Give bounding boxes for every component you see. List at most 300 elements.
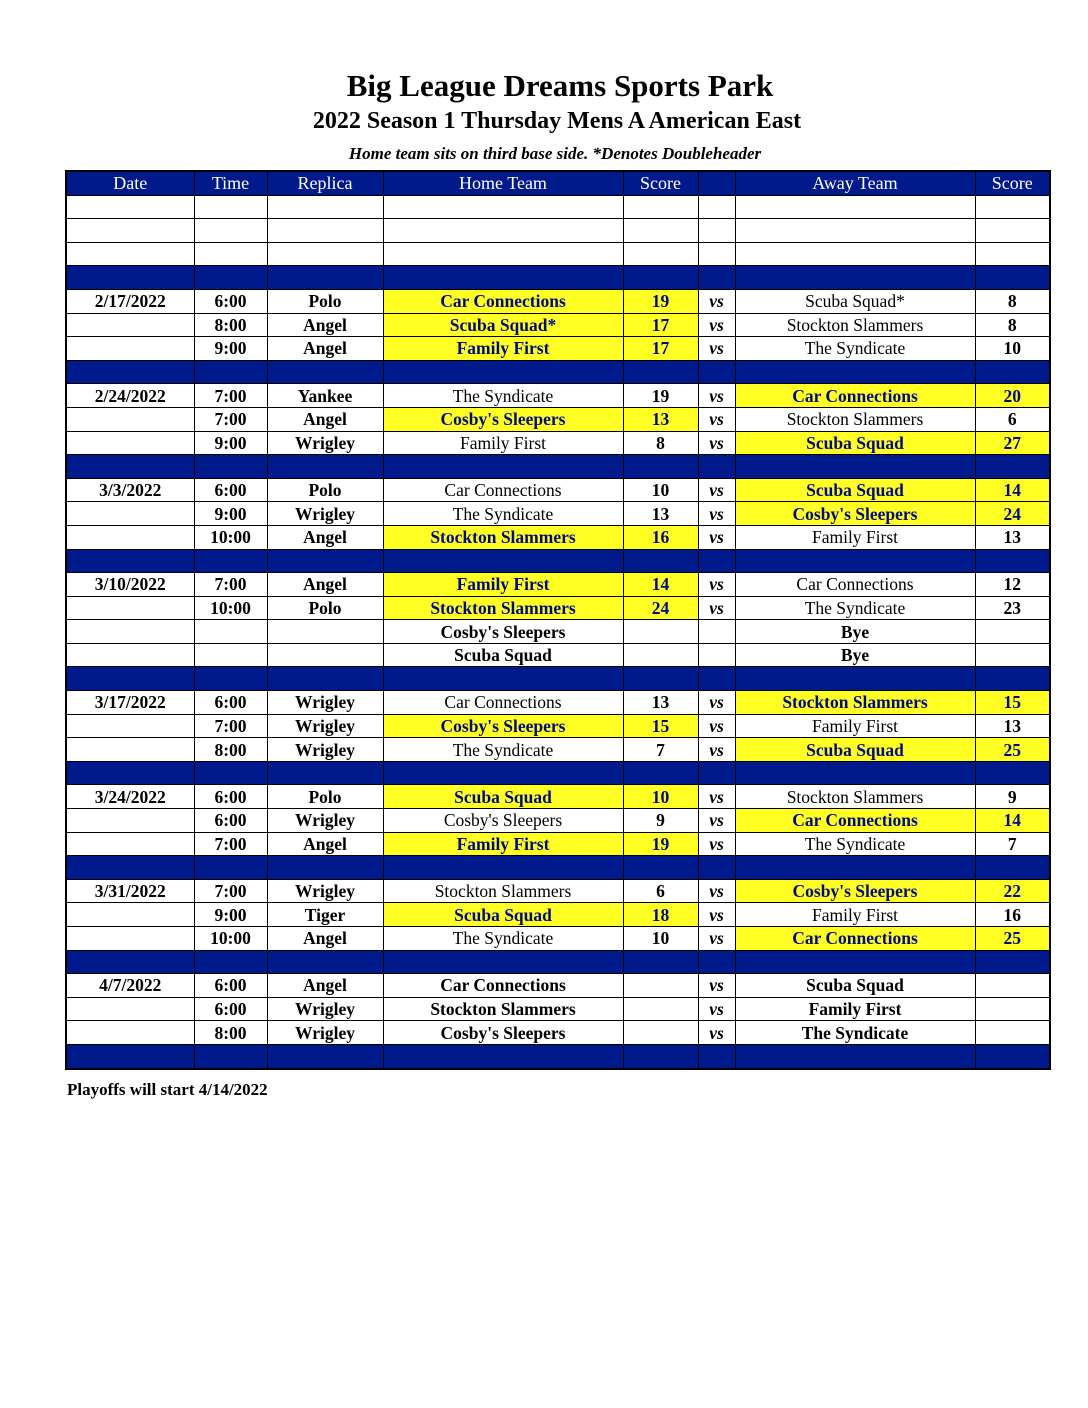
home-score-cell: 19 [623, 384, 698, 408]
replica-cell: Angel [267, 525, 383, 549]
game-row [66, 974, 1050, 998]
home-score-cell: 16 [623, 525, 698, 549]
home-team-cell [383, 667, 623, 691]
column-header-home-score: Score [623, 171, 698, 195]
away-score-cell: 24 [975, 502, 1050, 526]
date-cell [66, 856, 194, 880]
time-cell: 6:00 [194, 478, 267, 502]
column-header-away-team: Away Team [735, 171, 975, 195]
away-score-cell: 16 [975, 903, 1050, 927]
home-team-cell [383, 761, 623, 785]
date-cell [66, 219, 194, 243]
away-score-cell [975, 266, 1050, 290]
time-cell [194, 950, 267, 974]
away-score-cell [975, 950, 1050, 974]
home-team-cell [383, 266, 623, 290]
time-cell: 6:00 [194, 785, 267, 809]
game-row [66, 337, 1050, 361]
away-score-cell [975, 549, 1050, 573]
game-row [66, 738, 1050, 762]
time-cell [194, 1044, 267, 1068]
separator-row [66, 1044, 1050, 1068]
away-score-cell: 10 [975, 337, 1050, 361]
away-team-cell: Car Connections [735, 809, 975, 833]
replica-cell: Angel [267, 927, 383, 951]
away-score-cell: 15 [975, 691, 1050, 715]
date-cell [66, 360, 194, 384]
away-score-cell: 25 [975, 927, 1050, 951]
home-score-cell: 15 [623, 714, 698, 738]
date-cell: 2/24/2022 [66, 384, 194, 408]
replica-cell [267, 643, 383, 667]
time-cell [194, 643, 267, 667]
game-row [66, 927, 1050, 951]
vs-cell [698, 195, 735, 219]
replica-cell [267, 1044, 383, 1068]
home-team-cell: The Syndicate [383, 738, 623, 762]
home-score-cell: 7 [623, 738, 698, 762]
date-cell [66, 431, 194, 455]
away-team-cell: Family First [735, 997, 975, 1021]
vs-cell: vs [698, 313, 735, 337]
column-header-away-score: Score [975, 171, 1050, 195]
game-row [66, 478, 1050, 502]
game-row [66, 620, 1050, 644]
time-cell: 7:00 [194, 384, 267, 408]
replica-cell [267, 761, 383, 785]
date-cell: 3/31/2022 [66, 879, 194, 903]
vs-cell: vs [698, 337, 735, 361]
away-score-cell: 14 [975, 478, 1050, 502]
date-cell: 3/3/2022 [66, 478, 194, 502]
date-cell: 3/24/2022 [66, 785, 194, 809]
date-cell [66, 195, 194, 219]
game-row [66, 809, 1050, 833]
away-team-cell: Stockton Slammers [735, 785, 975, 809]
away-team-cell: Car Connections [735, 384, 975, 408]
vs-cell [698, 950, 735, 974]
time-cell: 10:00 [194, 525, 267, 549]
time-cell [194, 761, 267, 785]
date-cell [66, 266, 194, 290]
time-cell: 6:00 [194, 997, 267, 1021]
home-team-cell: Cosby's Sleepers [383, 1021, 623, 1045]
date-cell [66, 643, 194, 667]
away-team-cell: Scuba Squad* [735, 289, 975, 313]
replica-cell [267, 242, 383, 266]
date-cell [66, 620, 194, 644]
date-cell [66, 337, 194, 361]
away-score-cell [975, 667, 1050, 691]
vs-cell: vs [698, 525, 735, 549]
date-cell [66, 738, 194, 762]
time-cell: 10:00 [194, 596, 267, 620]
game-row [66, 691, 1050, 715]
home-team-cell: Stockton Slammers [383, 879, 623, 903]
home-score-cell [623, 620, 698, 644]
away-score-cell: 7 [975, 832, 1050, 856]
home-score-cell: 8 [623, 431, 698, 455]
home-team-cell [383, 950, 623, 974]
vs-cell: vs [698, 927, 735, 951]
time-cell: 6:00 [194, 809, 267, 833]
replica-cell: Wrigley [267, 431, 383, 455]
vs-cell: vs [698, 974, 735, 998]
away-team-cell: Bye [735, 620, 975, 644]
vs-cell [698, 1044, 735, 1068]
game-row [66, 643, 1050, 667]
home-team-cell [383, 195, 623, 219]
vs-cell [698, 856, 735, 880]
away-score-cell: 20 [975, 384, 1050, 408]
away-team-cell: Family First [735, 714, 975, 738]
vs-cell: vs [698, 903, 735, 927]
home-team-cell: Car Connections [383, 691, 623, 715]
away-score-cell: 13 [975, 714, 1050, 738]
replica-cell: Yankee [267, 384, 383, 408]
time-cell: 9:00 [194, 502, 267, 526]
game-row [66, 525, 1050, 549]
date-cell [66, 714, 194, 738]
replica-cell [267, 620, 383, 644]
away-score-cell: 12 [975, 573, 1050, 597]
away-team-cell: Family First [735, 903, 975, 927]
replica-cell: Wrigley [267, 879, 383, 903]
away-team-cell [735, 856, 975, 880]
separator-row [66, 549, 1050, 573]
home-team-cell: Car Connections [383, 478, 623, 502]
date-cell [66, 455, 194, 479]
replica-cell: Angel [267, 832, 383, 856]
time-cell: 6:00 [194, 691, 267, 715]
home-team-cell: Scuba Squad [383, 785, 623, 809]
replica-cell: Polo [267, 478, 383, 502]
date-cell [66, 407, 194, 431]
home-score-cell: 10 [623, 927, 698, 951]
home-team-cell [383, 219, 623, 243]
away-team-cell: Stockton Slammers [735, 407, 975, 431]
home-score-cell: 14 [623, 573, 698, 597]
away-team-cell: The Syndicate [735, 1021, 975, 1045]
away-team-cell: The Syndicate [735, 596, 975, 620]
home-team-cell: Scuba Squad* [383, 313, 623, 337]
home-score-cell: 19 [623, 289, 698, 313]
game-row [66, 431, 1050, 455]
home-team-cell: Scuba Squad [383, 643, 623, 667]
column-header-time: Time [194, 171, 267, 195]
away-score-cell [975, 856, 1050, 880]
away-score-cell [975, 643, 1050, 667]
home-team-cell: Cosby's Sleepers [383, 809, 623, 833]
home-score-cell: 17 [623, 313, 698, 337]
time-cell [194, 856, 267, 880]
home-score-cell [623, 242, 698, 266]
home-team-cell: Family First [383, 431, 623, 455]
date-cell [66, 1021, 194, 1045]
away-score-cell: 6 [975, 407, 1050, 431]
blank-row [66, 219, 1050, 243]
away-team-cell [735, 1044, 975, 1068]
away-team-cell [735, 455, 975, 479]
home-score-cell [623, 950, 698, 974]
home-score-cell: 10 [623, 478, 698, 502]
game-row [66, 879, 1050, 903]
game-row [66, 313, 1050, 337]
home-score-cell: 17 [623, 337, 698, 361]
time-cell [194, 667, 267, 691]
date-cell [66, 761, 194, 785]
away-team-cell [735, 667, 975, 691]
away-score-cell: 22 [975, 879, 1050, 903]
date-cell [66, 1044, 194, 1068]
away-score-cell: 23 [975, 596, 1050, 620]
home-score-cell [623, 455, 698, 479]
home-team-cell: Car Connections [383, 289, 623, 313]
away-team-cell: Bye [735, 643, 975, 667]
time-cell: 6:00 [194, 289, 267, 313]
away-score-cell [975, 360, 1050, 384]
vs-cell: vs [698, 573, 735, 597]
vs-cell: vs [698, 407, 735, 431]
home-team-cell: The Syndicate [383, 502, 623, 526]
home-team-cell: Stockton Slammers [383, 596, 623, 620]
home-team-cell: Stockton Slammers [383, 525, 623, 549]
replica-cell [267, 266, 383, 290]
time-cell: 8:00 [194, 738, 267, 762]
game-row [66, 384, 1050, 408]
replica-cell: Angel [267, 407, 383, 431]
away-score-cell [975, 761, 1050, 785]
replica-cell: Wrigley [267, 1021, 383, 1045]
page-title: Big League Dreams Sports Park [346, 68, 774, 103]
vs-cell: vs [698, 384, 735, 408]
schedule-table [65, 170, 1051, 1070]
game-row [66, 502, 1050, 526]
home-score-cell: 19 [623, 832, 698, 856]
game-row [66, 903, 1050, 927]
away-team-cell: Scuba Squad [735, 738, 975, 762]
home-score-cell: 13 [623, 502, 698, 526]
game-row [66, 832, 1050, 856]
home-team-cell: Stockton Slammers [383, 997, 623, 1021]
date-cell: 3/17/2022 [66, 691, 194, 715]
date-cell [66, 832, 194, 856]
vs-cell [698, 266, 735, 290]
game-row [66, 785, 1050, 809]
replica-cell [267, 950, 383, 974]
home-score-cell [623, 643, 698, 667]
home-team-cell [383, 360, 623, 384]
vs-cell [698, 620, 735, 644]
replica-cell: Wrigley [267, 502, 383, 526]
home-score-cell [623, 549, 698, 573]
replica-cell: Angel [267, 573, 383, 597]
home-score-cell [623, 667, 698, 691]
replica-cell: Wrigley [267, 997, 383, 1021]
away-team-cell [735, 761, 975, 785]
vs-cell: vs [698, 785, 735, 809]
vs-cell: vs [698, 478, 735, 502]
vs-cell: vs [698, 1021, 735, 1045]
home-team-cell: Scuba Squad [383, 903, 623, 927]
game-row [66, 997, 1050, 1021]
vs-cell [698, 242, 735, 266]
time-cell: 7:00 [194, 714, 267, 738]
away-score-cell [975, 620, 1050, 644]
replica-cell [267, 455, 383, 479]
away-score-cell: 14 [975, 809, 1050, 833]
table-header-row [66, 171, 1050, 195]
date-cell [66, 596, 194, 620]
away-team-cell: Cosby's Sleepers [735, 502, 975, 526]
vs-cell: vs [698, 691, 735, 715]
vs-cell: vs [698, 879, 735, 903]
home-team-cell: The Syndicate [383, 384, 623, 408]
separator-row [66, 266, 1050, 290]
home-team-cell: Cosby's Sleepers [383, 714, 623, 738]
vs-cell [698, 761, 735, 785]
home-team-cell: Family First [383, 337, 623, 361]
away-team-cell: Stockton Slammers [735, 313, 975, 337]
vs-cell: vs [698, 997, 735, 1021]
replica-cell: Wrigley [267, 738, 383, 762]
time-cell: 8:00 [194, 313, 267, 337]
home-team-cell: Cosby's Sleepers [383, 407, 623, 431]
away-team-cell [735, 950, 975, 974]
separator-row [66, 856, 1050, 880]
away-score-cell [975, 219, 1050, 243]
column-header-vs [698, 171, 735, 195]
time-cell [194, 549, 267, 573]
vs-cell: vs [698, 596, 735, 620]
home-score-cell: 10 [623, 785, 698, 809]
away-team-cell: Scuba Squad [735, 431, 975, 455]
vs-cell: vs [698, 809, 735, 833]
date-cell [66, 667, 194, 691]
time-cell: 7:00 [194, 832, 267, 856]
vs-cell [698, 549, 735, 573]
home-score-cell: 24 [623, 596, 698, 620]
time-cell [194, 219, 267, 243]
replica-cell [267, 219, 383, 243]
home-score-cell [623, 1044, 698, 1068]
away-score-cell [975, 195, 1050, 219]
date-cell: 4/7/2022 [66, 974, 194, 998]
date-cell [66, 549, 194, 573]
vs-cell [698, 219, 735, 243]
schedule-note: Home team sits on third base side. *Denotes Doubleheader [348, 144, 762, 163]
time-cell: 10:00 [194, 927, 267, 951]
home-score-cell: 9 [623, 809, 698, 833]
home-score-cell [623, 266, 698, 290]
vs-cell: vs [698, 502, 735, 526]
away-team-cell [735, 195, 975, 219]
separator-row [66, 761, 1050, 785]
time-cell: 7:00 [194, 407, 267, 431]
time-cell [194, 360, 267, 384]
home-team-cell: Family First [383, 573, 623, 597]
time-cell: 9:00 [194, 431, 267, 455]
vs-cell [698, 643, 735, 667]
home-score-cell [623, 856, 698, 880]
home-team-cell: The Syndicate [383, 927, 623, 951]
home-score-cell: 13 [623, 691, 698, 715]
away-score-cell: 27 [975, 431, 1050, 455]
away-team-cell: Stockton Slammers [735, 691, 975, 715]
away-team-cell: The Syndicate [735, 337, 975, 361]
time-cell: 7:00 [194, 879, 267, 903]
home-team-cell [383, 455, 623, 479]
away-score-cell: 8 [975, 289, 1050, 313]
away-team-cell: Car Connections [735, 927, 975, 951]
home-score-cell [623, 1021, 698, 1045]
replica-cell: Wrigley [267, 809, 383, 833]
home-score-cell [623, 219, 698, 243]
replica-cell [267, 667, 383, 691]
replica-cell: Polo [267, 289, 383, 313]
date-cell: 3/10/2022 [66, 573, 194, 597]
vs-cell [698, 667, 735, 691]
game-row [66, 407, 1050, 431]
page-subtitle: 2022 Season 1 Thursday Mens A American East [312, 108, 802, 134]
home-score-cell [623, 761, 698, 785]
date-cell [66, 525, 194, 549]
replica-cell: Tiger [267, 903, 383, 927]
replica-cell: Polo [267, 785, 383, 809]
vs-cell: vs [698, 832, 735, 856]
replica-cell [267, 195, 383, 219]
time-cell: 9:00 [194, 903, 267, 927]
away-team-cell [735, 242, 975, 266]
replica-cell [267, 856, 383, 880]
home-score-cell: 6 [623, 879, 698, 903]
replica-cell: Polo [267, 596, 383, 620]
date-cell [66, 502, 194, 526]
home-score-cell: 18 [623, 903, 698, 927]
game-row [66, 714, 1050, 738]
game-row [66, 1021, 1050, 1045]
home-team-cell [383, 242, 623, 266]
date-cell [66, 950, 194, 974]
date-cell [66, 809, 194, 833]
date-cell [66, 313, 194, 337]
away-score-cell: 25 [975, 738, 1050, 762]
home-team-cell: Car Connections [383, 974, 623, 998]
away-score-cell [975, 1021, 1050, 1045]
replica-cell: Angel [267, 337, 383, 361]
time-cell: 6:00 [194, 974, 267, 998]
game-row [66, 596, 1050, 620]
away-team-cell [735, 549, 975, 573]
away-team-cell: Car Connections [735, 573, 975, 597]
away-score-cell [975, 1044, 1050, 1068]
date-cell [66, 927, 194, 951]
time-cell: 7:00 [194, 573, 267, 597]
vs-cell: vs [698, 431, 735, 455]
replica-cell: Wrigley [267, 714, 383, 738]
home-team-cell [383, 549, 623, 573]
away-score-cell: 9 [975, 785, 1050, 809]
playoffs-note: Playoffs will start 4/14/2022 [67, 1080, 268, 1099]
separator-row [66, 455, 1050, 479]
vs-cell: vs [698, 289, 735, 313]
away-team-cell [735, 266, 975, 290]
home-score-cell: 13 [623, 407, 698, 431]
vs-cell [698, 360, 735, 384]
time-cell [194, 266, 267, 290]
time-cell: 8:00 [194, 1021, 267, 1045]
away-team-cell [735, 360, 975, 384]
